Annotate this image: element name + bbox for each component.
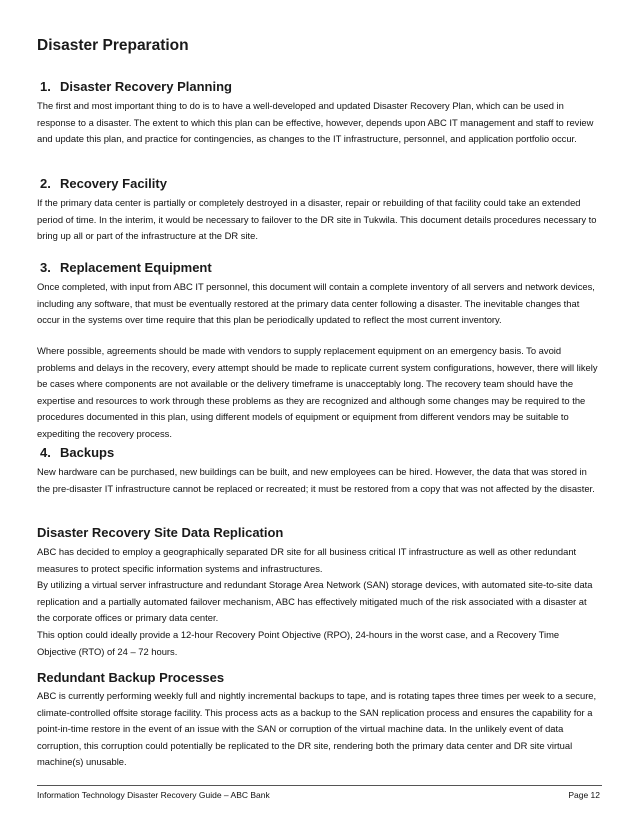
footer-page-number: Page 12 [568, 790, 600, 800]
paragraph: Once completed, with input from ABC IT personnel, this document will contain a complete inventory of all servers and network devices, including any software, that must be eventually restored at the primary data center following a disaster. The inevitable changes that occur in the systems over time require that this plan be periodically updated to reflect the most current inventory. [37, 281, 595, 326]
section-heading-backups [40, 445, 114, 460]
subsection-heading-redundant-backup: Redundant Backup Processes [37, 670, 225, 685]
section-heading-replacement-equipment [40, 260, 212, 275]
section-number: 3. [40, 260, 51, 275]
section-title: Recovery Facility [60, 176, 167, 191]
subsection-heading-dr-site-replication: Disaster Recovery Site Data Replication [37, 525, 284, 540]
section-heading-disaster-recovery-planning [40, 79, 232, 94]
section-title: Backups [60, 445, 115, 460]
paragraph: By utilizing a virtual server infrastructure and redundant Storage Area Network (SAN) storage devices, with automated site-to-site data replication and a partially automated failover mechanism, ABC has effectively mitigated much of the risk associated with a disaster at the corporate offices or primary data center. [37, 579, 593, 624]
section-number: 2. [40, 176, 51, 191]
paragraph: New hardware can be purchased, new buildings can be built, and new employees can be hired. However, the data that was stored in the pre-disaster IT infrastructure cannot be replaced or recreated; it must be restored from a copy that was not affected by the disaster. [37, 466, 595, 494]
section-title: Disaster Recovery Planning [60, 79, 232, 94]
paragraph: This option could ideally provide a 12-hour Recovery Point Objective (RPO), 24-hours in the worst case, and a Recovery Time Objective (RTO) of 24 – 72 hours. [37, 629, 560, 657]
paragraph: ABC is currently performing weekly full and nightly incremental backups to tape, and is rotating tapes three times per week to a secure, climate-controlled offsite storage facility. This process acts as a backup to the SAN replication process and ensures the capability for a point-in-time restore in the event of an issue with the SAN or corruption of the virtual machine data. In the unlikely event of data corruption, this corruption could potentially be replicated to the DR site, rendering both the primary data center and DR site virtual machine(s) unusable. [37, 690, 597, 768]
section-title: Replacement Equipment [60, 260, 212, 275]
paragraph: ABC has decided to employ a geographically separated DR site for all business critical IT infrastructure as well as other redundant measures to protect specific information systems and infrastructures. [37, 546, 577, 574]
page-title: Disaster Preparation [37, 37, 189, 54]
footer-document-title: Information Technology Disaster Recovery Guide – ABC Bank [37, 790, 270, 800]
paragraph: The first and most important thing to do is to have a well-developed and updated Disaster Recovery Plan, which can be used in response to a disaster. The extent to which this plan can be effective, however, depends upon ABC IT management and staff to review and update this plan, and practice for contingencies, as changes to the IT infrastructure, personnel, and application portfolio occur. [37, 100, 594, 145]
paragraph: Where possible, agreements should be made with vendors to supply replacement equipment on an emergency basis. To avoid problems and delays in the recovery, every attempt should be made to replicate current system configurations, however, there will likely be cases where components are not available or the delivery timeframe is unacceptably long. The recovery team should have the expertise and resources to work through these problems as they are recognized and although some changes may be required to the procedures documented in this plan, using different models of equipment or equipment from different vendors may be suitable to expediting the recovery process. [37, 345, 598, 439]
section-number: 4. [40, 445, 51, 460]
section-number: 1. [40, 79, 51, 94]
paragraph: If the primary data center is partially or completely destroyed in a disaster, repair or rebuilding of that facility could take an extended period of time. In the interim, it would be necessary to failover to the DR site in Tukwila. This document details procedures necessary to bring up all or part of the infrastructure at the DR site. [37, 197, 597, 242]
footer-divider [37, 785, 602, 786]
section-heading-recovery-facility [40, 176, 167, 191]
